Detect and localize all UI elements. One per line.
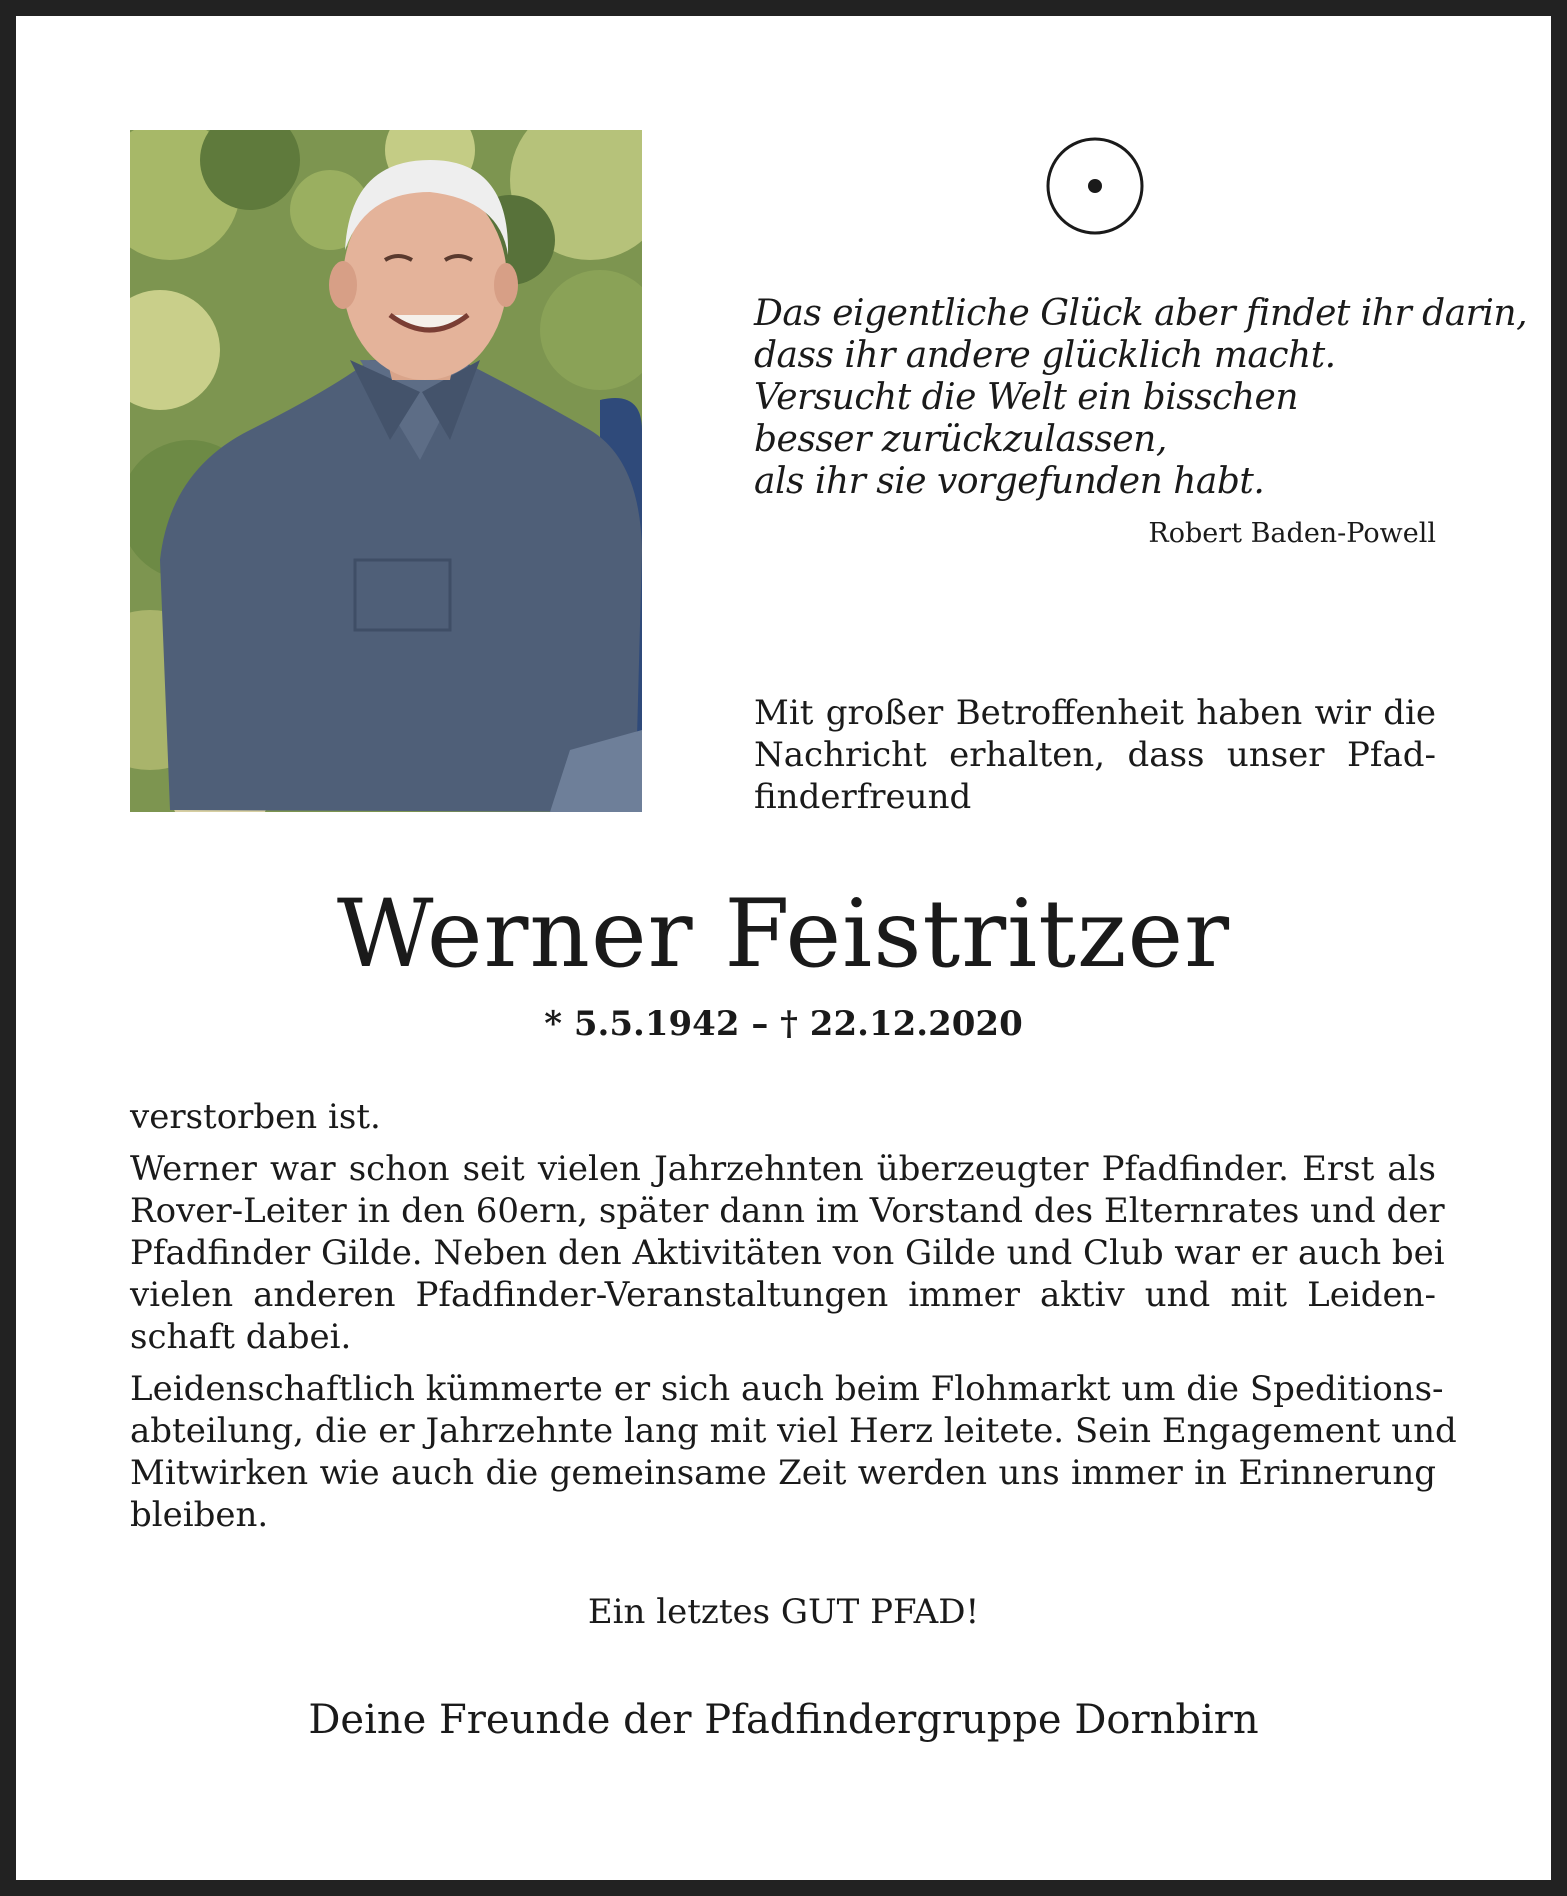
- body-paragraph: [130, 1096, 1436, 1138]
- signature: Deine Freunde der Pfadfindergruppe Dornbirn: [308, 1697, 1259, 1743]
- quote-author: Robert Baden-Powell: [1148, 518, 1436, 549]
- body-line: schaft dabei.: [130, 1317, 352, 1357]
- closing-line: Ein letztes GUT PFAD!: [587, 1592, 980, 1632]
- intro-line: Nachricht erhalten, dass unser Pfad-: [754, 735, 1436, 775]
- obituary-body: [130, 1096, 1457, 1546]
- quote-line: dass ihr andere glücklich macht.: [754, 335, 1336, 376]
- quote-line: Versucht die Welt ein bisschen: [754, 377, 1299, 418]
- circle-dot-icon: [1046, 137, 1144, 235]
- body-line: Leidenschaftlich kümmerte er sich auch beim Flohmarkt um die Speditions-: [130, 1369, 1444, 1409]
- body-line: Werner war schon seit vielen Jahrzehnten überzeugter Pfadfinder. Erst als: [130, 1149, 1436, 1189]
- body-line: vielen anderen Pfadfinder-Veranstaltungen immer aktiv und mit Leiden-: [130, 1275, 1436, 1315]
- quote-line: Das eigentliche Glück aber findet ihr darin,: [754, 293, 1528, 334]
- body-paragraph: [130, 1148, 1445, 1358]
- intro-line: Mit großer Betroffenheit haben wir die: [754, 693, 1436, 733]
- intro-text: [754, 692, 1436, 818]
- intro-line: finderfreund: [754, 777, 972, 817]
- life-dates: * 5.5.1942 – † 22.12.2020: [544, 1004, 1023, 1044]
- quote-line: besser zurückzulassen,: [754, 419, 1167, 460]
- body-line: verstorben ist.: [130, 1097, 381, 1137]
- deceased-name: Werner Feistritzer: [336, 880, 1231, 989]
- body-line: abteilung, die er Jahrzehnte lang mit viel Herz leitete. Sein Engagement und: [130, 1411, 1457, 1451]
- body-line: bleiben.: [130, 1495, 269, 1535]
- portrait-photo: [130, 130, 642, 812]
- quote: [754, 293, 1528, 503]
- quote-line: als ihr sie vorgefunden habt.: [754, 461, 1265, 502]
- body-paragraph: [130, 1368, 1457, 1536]
- body-line: Pfadfinder Gilde. Neben den Aktivitäten von Gilde und Club war er auch bei: [130, 1233, 1445, 1273]
- body-line: Rover-Leiter in den 60ern, später dann im Vorstand des Elternrates und der: [130, 1191, 1445, 1231]
- body-line: Mitwirken wie auch die gemeinsame Zeit werden uns immer in Erinnerung: [130, 1453, 1436, 1493]
